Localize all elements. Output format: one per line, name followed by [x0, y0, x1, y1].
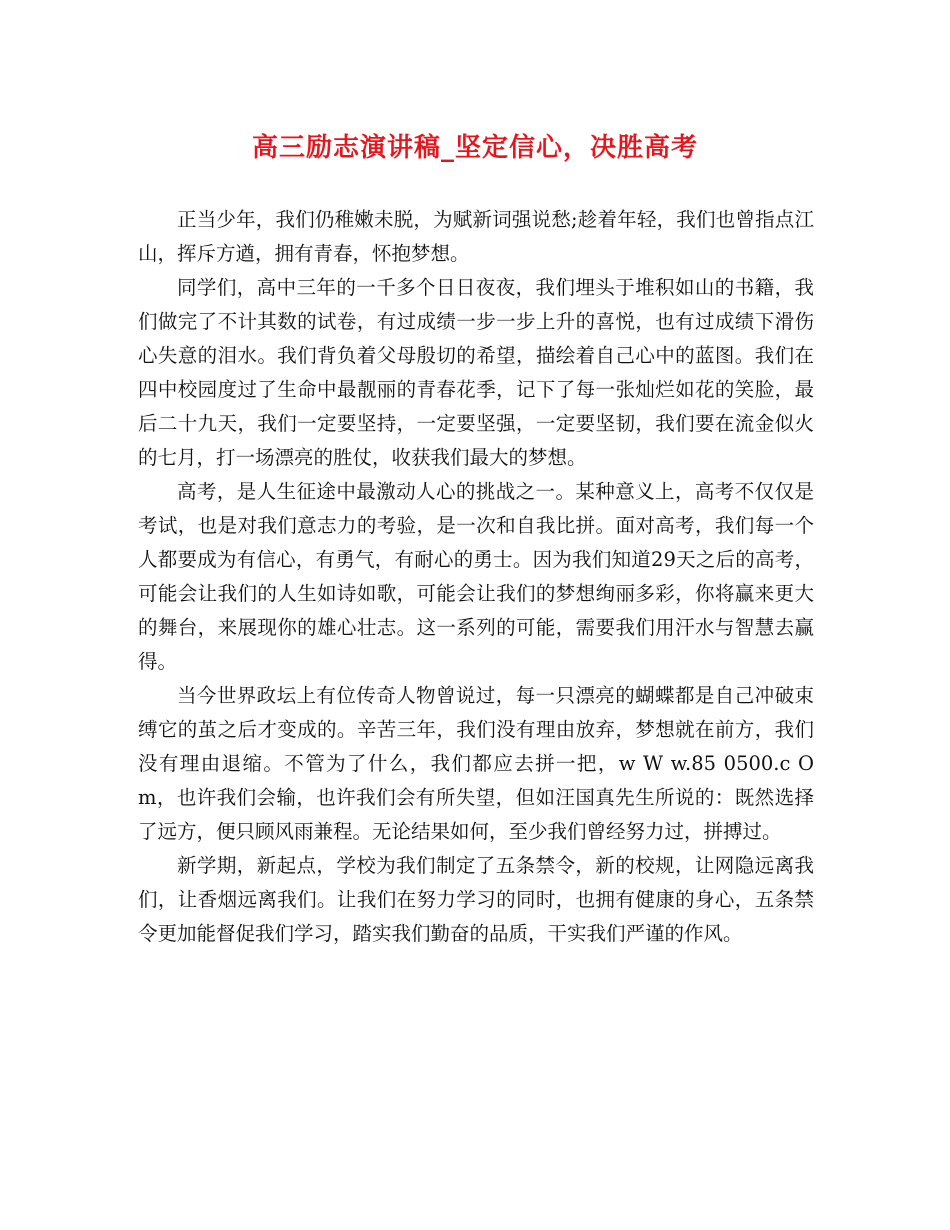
document-title: 高三励志演讲稿_坚定信心，决胜高考: [251, 133, 698, 163]
paragraph-1: 正当少年，我们仍稚嫩未脱，为赋新词强说愁;趁着年轻，我们也曾指点江山，挥斥方遒，拥有青春，怀抱梦想。: [138, 208, 814, 265]
paragraph-2: 同学们，高中三年的一千多个日日夜夜，我们埋头于堆积如山的书籍，我们做完了不计其数的试卷，有过成绩一步一步上升的喜悦，也有过成绩下滑伤心失意的泪水。我们背负着父母殷切的希望，描绘着自己心中的蓝图。我们在四中校园度过了生命中最靓丽的青春花季，记下了每一张灿烂如花的笑脸，最后二十九天，我们一定要坚持，一定要坚强，一定要坚韧，我们要在流金似火的七月，打一场漂亮的胜仗，收获我们最大的梦想。: [138, 276, 814, 469]
paragraph-3: 高考，是人生征途中最激动人心的挑战之一。某种意义上，高考不仅仅是考试，也是对我们意志力的考验，是一次和自我比拼。面对高考，我们每一个人都要成为有信心，有勇气，有耐心的勇士。因为我们知道29天之后的高考，可能会让我们的人生如诗如歌，可能会让我们的梦想绚丽多彩，你将赢来更大的舞台，来展现你的雄心壮志。这一系列的可能，需要我们用汗水与智慧去赢得。: [138, 480, 814, 673]
paragraph-4: 当今世界政坛上有位传奇人物曾说过，每一只漂亮的蝴蝶都是自己冲破束缚它的茧之后才变成的。辛苦三年，我们没有理由放弃，梦想就在前方，我们没有理由退缩。不管为了什么，我们都应去拼一把，w W w.85 0500.c O m，也许我们会输，也许我们会有所失望，但如汪国真先生所说的：既然选择了远方，便只顾风雨兼程。无论结果如何，至少我们曾经努力过，拼搏过。: [138, 684, 814, 843]
document-body: [138, 203, 814, 951]
paragraph-5: 新学期，新起点，学校为我们制定了五条禁令，新的校规，让网隐远离我们，让香烟远离我们。让我们在努力学习的同时，也拥有健康的身心，五条禁令更加能督促我们学习，踏实我们勤奋的品质，干实我们严谨的作风。: [138, 854, 814, 945]
